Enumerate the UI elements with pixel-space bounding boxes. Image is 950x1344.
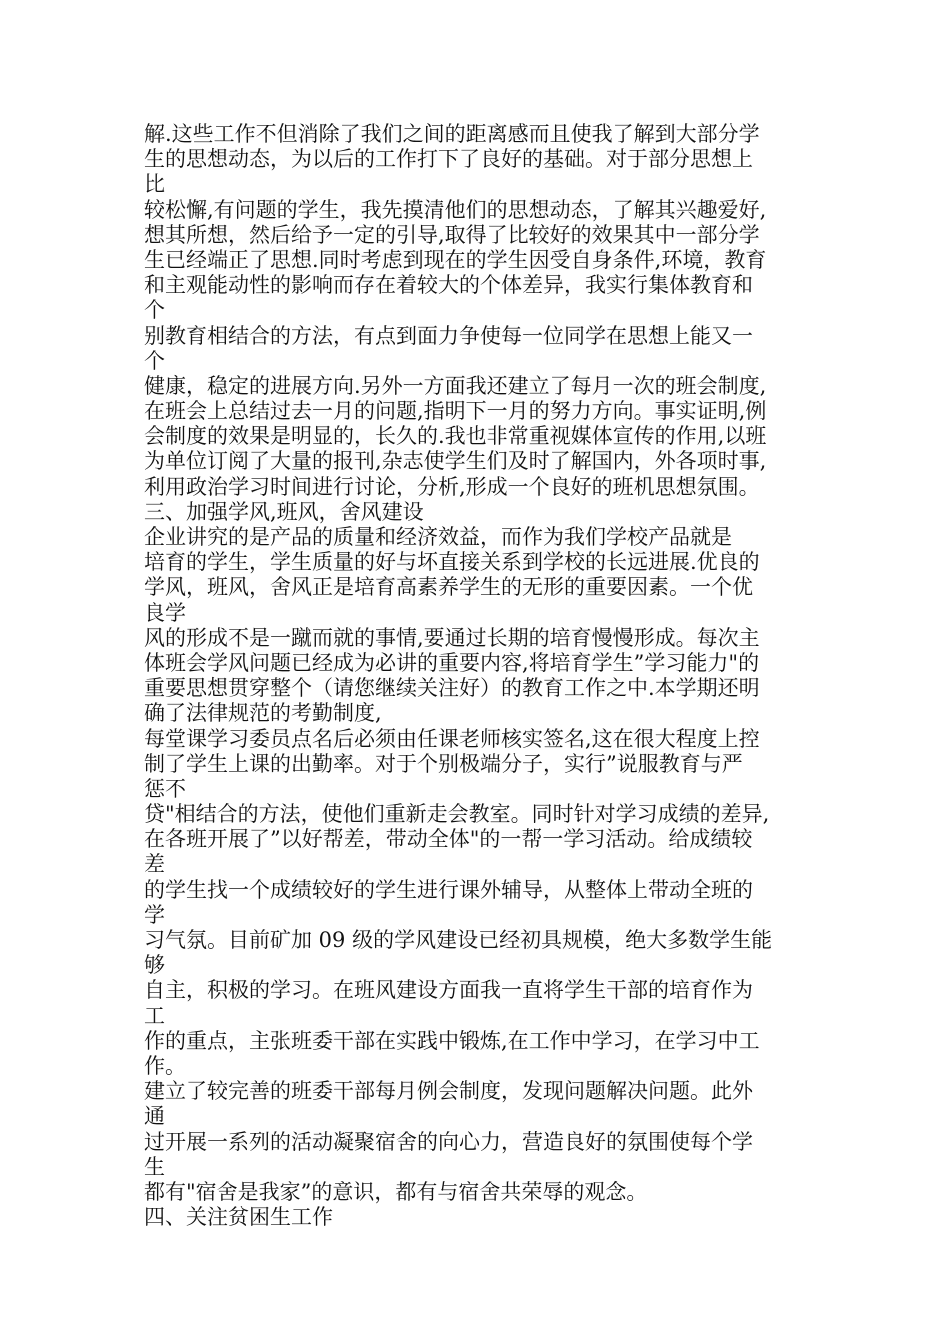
text-line: 比 bbox=[144, 172, 165, 197]
text-line: 确了法律规范的考勤制度, bbox=[144, 701, 382, 726]
text-line: 想其所想，然后给予一定的引导,取得了比较好的效果其中一部分学 bbox=[144, 222, 760, 247]
text-line: 在班会上总结过去一月的问题,指明下一月的努力方向。事实证明,例 bbox=[144, 399, 767, 424]
text-line: 学 bbox=[144, 902, 165, 927]
text-line: 别教育相结合的方法，有点到面力争使每一位同学在思想上能又一 bbox=[144, 323, 753, 348]
text-line: 生的思想动态，为以后的工作打下了良好的基础。对于部分思想上 bbox=[144, 147, 753, 172]
text-line: 生 bbox=[144, 1154, 165, 1179]
text-line: 体班会学风问题已经成为必讲的重要内容,将培育学生”学习能力"的 bbox=[144, 650, 760, 675]
text-line: 过开展一系列的活动凝聚宿舍的向心力，营造良好的氛围使每个学 bbox=[144, 1129, 753, 1154]
text-line: 生已经端正了思想.同时考虑到现在的学生因受自身条件,环境，教育 bbox=[144, 247, 767, 272]
text-line: 惩不 bbox=[144, 776, 186, 801]
text-line: 风的形成不是一蹴而就的事情,要通过长期的培育慢慢形成。每次主 bbox=[144, 625, 760, 650]
text-line: 工 bbox=[144, 1003, 165, 1028]
text-line: 作。 bbox=[144, 1053, 186, 1078]
text-line: 和主观能动性的影响而存在着较大的个体差异，我实行集体教育和 bbox=[144, 273, 753, 298]
section-heading: 四、关注贫困生工作 bbox=[144, 1205, 333, 1230]
document-body bbox=[144, 122, 824, 1230]
text-line: 学风，班风，舍风正是培育高素养学生的无形的重要因素。一个优 bbox=[144, 575, 753, 600]
text-line: 较松懈,有问题的学生，我先摸清他们的思想动态，了解其兴趣爱好, bbox=[144, 197, 767, 222]
text-line: 培育的学生，学生质量的好与坏直接关系到学校的长远进展.优良的 bbox=[144, 550, 760, 575]
text-line: 制了学生上课的出勤率。对于个别极端分子，实行”说服教育与严 bbox=[144, 751, 743, 776]
text-line: 健康，稳定的进展方向.另外一方面我还建立了每月一次的班会制度, bbox=[144, 373, 767, 398]
text-line: 贷"相结合的方法，使他们重新走会教室。同时针对学习成绩的差异, bbox=[144, 802, 770, 827]
text-line: 解.这些工作不但消除了我们之间的距离感而且使我了解到大部分学 bbox=[144, 122, 760, 146]
text-line: 个 bbox=[144, 298, 165, 323]
text-line: 会制度的效果是明显的，长久的.我也非常重视媒体宣传的作用,以班 bbox=[144, 424, 767, 449]
text-line: 个 bbox=[144, 348, 165, 373]
section-heading: 三、加强学风,班风，舍风建设 bbox=[144, 499, 424, 524]
text-line: 差 bbox=[144, 852, 165, 877]
text-line: 利用政治学习时间进行讨论，分析,形成一个良好的班机思想氛围。 bbox=[144, 474, 760, 499]
text-line: 自主，积极的学习。在班风建设方面我一直将学生干部的培育作为 bbox=[144, 978, 753, 1003]
text-line: 良学 bbox=[144, 600, 186, 625]
text-line: 作的重点，主张班委干部在实践中锻炼,在工作中学习，在学习中工 bbox=[144, 1028, 760, 1053]
text-line: 够 bbox=[144, 953, 165, 978]
text-line: 每堂课学习委员点名后必须由任课老师核实签名,这在很大程度上控 bbox=[144, 726, 760, 751]
text-line: 企业讲究的是产品的质量和经济效益，而作为我们学校产品就是 bbox=[144, 525, 732, 549]
text-line: 习气氛。目前矿加 09 级的学风建设已经初具规模，绝大多数学生能 bbox=[144, 928, 773, 952]
text-line: 为单位订阅了大量的报刊,杂志使学生们及时了解国内，外各项时事, bbox=[144, 449, 767, 474]
text-line: 在各班开展了”以好帮差，带动全体"的一帮一学习活动。给成绩较 bbox=[144, 827, 753, 852]
text-line: 重要思想贯穿整个（请您继续关注好）的教育工作之中.本学期还明 bbox=[144, 676, 760, 701]
text-line: 都有"宿舍是我家”的意识，都有与宿舍共荣辱的观念。 bbox=[144, 1179, 648, 1204]
text-line: 建立了较完善的班委干部每月例会制度，发现问题解决问题。此外 bbox=[144, 1079, 753, 1104]
text-line: 通 bbox=[144, 1104, 165, 1129]
text-line: 的学生找一个成绩较好的学生进行课外辅导，从整体上带动全班的 bbox=[144, 877, 753, 902]
